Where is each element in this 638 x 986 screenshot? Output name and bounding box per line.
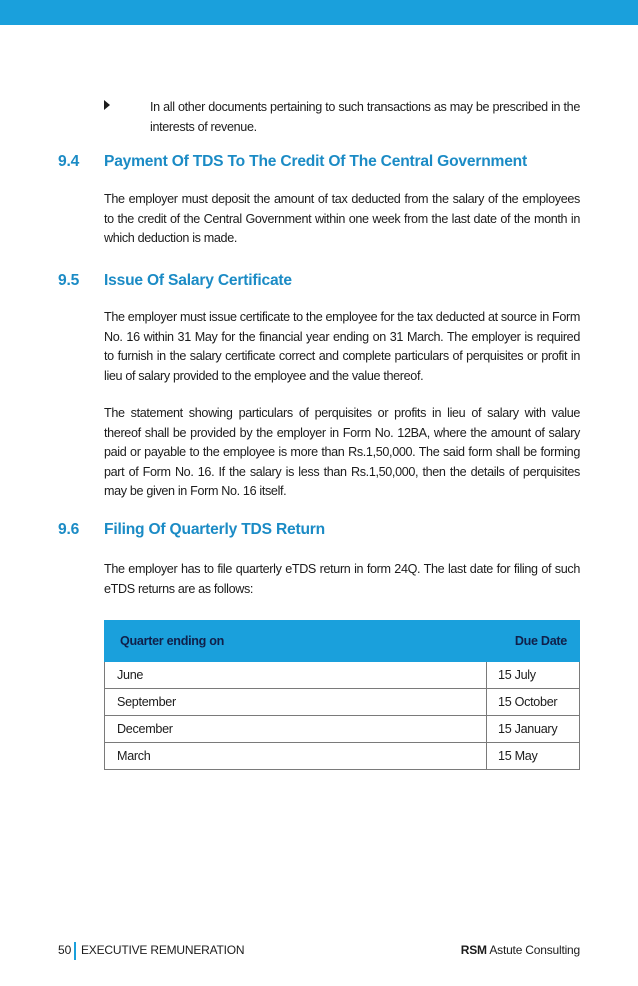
- section-number: 9.4: [58, 153, 80, 170]
- due-date-cell: 15 May: [487, 743, 580, 770]
- page-footer: [58, 943, 580, 959]
- footer-divider: [74, 942, 76, 960]
- footer-title: EXECUTIVE REMUNERATION: [81, 943, 245, 957]
- table-row: [105, 689, 580, 716]
- top-banner: [0, 0, 638, 25]
- table-header-row: [105, 621, 580, 662]
- section-paragraph: The employer must deposit the amount of tax deducted from the salary of the employees to the credit of the Central Government within one week from the last date of the month in which deduction is made.: [104, 192, 580, 245]
- due-date-cell: 15 October: [487, 689, 580, 716]
- table-row: [105, 716, 580, 743]
- footer-company: [461, 943, 580, 957]
- triangle-bullet-icon: [104, 100, 110, 110]
- section-title: Filing Of Quarterly TDS Return: [104, 521, 325, 538]
- section-paragraph: The employer has to file quarterly eTDS return in form 24Q. The last date for filing of such eTDS returns are as follows:: [104, 562, 580, 596]
- column-header-due-date: Due Date: [487, 621, 580, 662]
- section-number: 9.5: [58, 272, 80, 289]
- bullet-text: In all other documents pertaining to such transactions as may be prescribed in the interests of revenue.: [150, 100, 580, 134]
- due-date-cell: 15 January: [487, 716, 580, 743]
- due-date-cell: 15 July: [487, 662, 580, 689]
- brand-logo: RSM: [460, 943, 487, 957]
- table-row: [105, 662, 580, 689]
- page-number: 50: [58, 943, 72, 957]
- section-paragraph: The employer must issue certificate to the employee for the tax deducted at source in Form No. 16 within 31 May for the financial year ending on 31 March. The employer is required to furnish in the salary certificate correct and complete particulars of perquisites or profit in lieu of salary provided to the employee and the value thereof.: [104, 310, 580, 383]
- quarter-cell: March: [105, 743, 487, 770]
- quarter-cell: June: [105, 662, 487, 689]
- company-name: Astute Consulting: [489, 943, 580, 957]
- quarter-cell: September: [105, 689, 487, 716]
- section-number: 9.6: [58, 521, 80, 538]
- bullet-item: [104, 97, 580, 137]
- column-header-quarter: Quarter ending on: [105, 621, 487, 662]
- due-date-table: [104, 620, 580, 770]
- table-row: [105, 743, 580, 770]
- section-paragraph: The statement showing particulars of perquisites or profits in lieu of salary with value thereof shall be provided by the employer in Form No. 12BA, where the amount of salary paid or payable to the employee is more than Rs.1,50,000. The said form shall be forming part of Form No. 16. If the salary is less than Rs.1,50,000, then the details of perquisites may be given in Form No. 16 itself.: [104, 406, 580, 498]
- section-title: Payment Of TDS To The Credit Of The Central Government: [104, 153, 527, 170]
- quarter-cell: December: [105, 716, 487, 743]
- section-title: Issue Of Salary Certificate: [104, 272, 292, 289]
